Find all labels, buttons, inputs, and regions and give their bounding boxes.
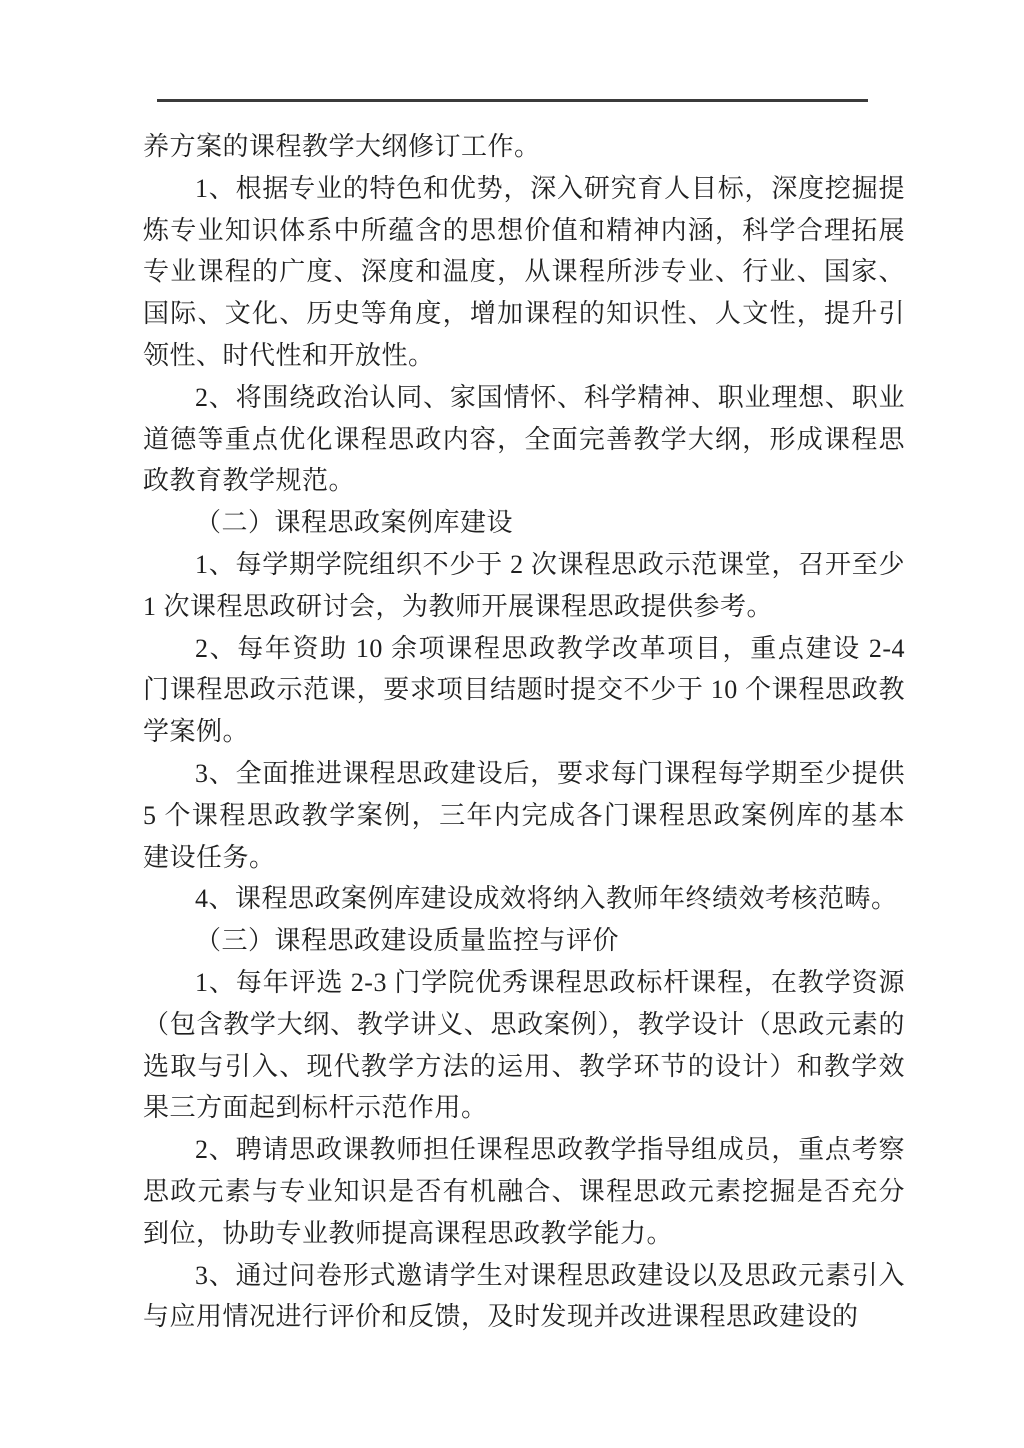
header-divider-line bbox=[157, 99, 868, 102]
document-body bbox=[143, 126, 905, 1338]
numbered-paragraph-4: 4、课程思政案例库建设成效将纳入教师年终绩效考核范畴。 bbox=[195, 884, 898, 914]
section-heading-3: （三）课程思政建设质量监控与评价 bbox=[195, 926, 620, 956]
numbered-paragraph-1: 1、每学期学院组织不少于 2 次课程思政示范课堂，召开至少 1 次课程思政研讨会，为教师开展课程思政提供参考。 bbox=[143, 549, 905, 621]
numbered-paragraph-2: 2、每年资助 10 余项课程思政教学改革项目，重点建设 2-4 门课程思政示范课，要求项目结题时提交不少于 10 个课程思政教学案例。 bbox=[143, 633, 905, 747]
paragraph-continuation: 养方案的课程教学大纲修订工作。 bbox=[143, 132, 541, 161]
numbered-paragraph-3: 3、全面推进课程思政建设后，要求每门课程每学期至少提供 5 个课程思政教学案例，三年内完成各门课程思政案例库的基本建设任务。 bbox=[143, 758, 905, 872]
section-heading-2: （二）课程思政案例库建设 bbox=[195, 508, 514, 538]
numbered-paragraph-1: 1、根据专业的特色和优势，深入研究育人目标，深度挖掘提炼专业知识体系中所蕴含的思想价值和精神内涵，科学合理拓展专业课程的广度、深度和温度，从课程所涉专业、行业、国家、国际、文化、历史等角度，增加课程的知识性、人文性，提升引领性、时代性和开放性。 bbox=[143, 173, 905, 370]
numbered-paragraph-2: 2、将围绕政治认同、家国情怀、科学精神、职业理想、职业道德等重点优化课程思政内容，全面完善教学大纲，形成课程思政教育教学规范。 bbox=[143, 382, 905, 496]
numbered-paragraph-2: 2、聘请思政课教师担任课程思政教学指导组成员，重点考察思政元素与专业知识是否有机融合、课程思政元素挖掘是否充分到位，协助专业教师提高课程思政教学能力。 bbox=[143, 1135, 905, 1248]
numbered-paragraph-1: 1、每年评选 2-3 门学院优秀课程思政标杆课程，在教学资源（包含教学大纲、教学讲义、思政案例），教学设计（思政元素的选取与引入、现代教学方法的运用、教学环节的设计）和教学效果三方面起到标杆示范作用。 bbox=[143, 967, 905, 1123]
numbered-paragraph-3: 3、通过问卷形式邀请学生对课程思政建设以及思政元素引入与应用情况进行评价和反馈，及时发现并改进课程思政建设的 bbox=[143, 1260, 905, 1332]
